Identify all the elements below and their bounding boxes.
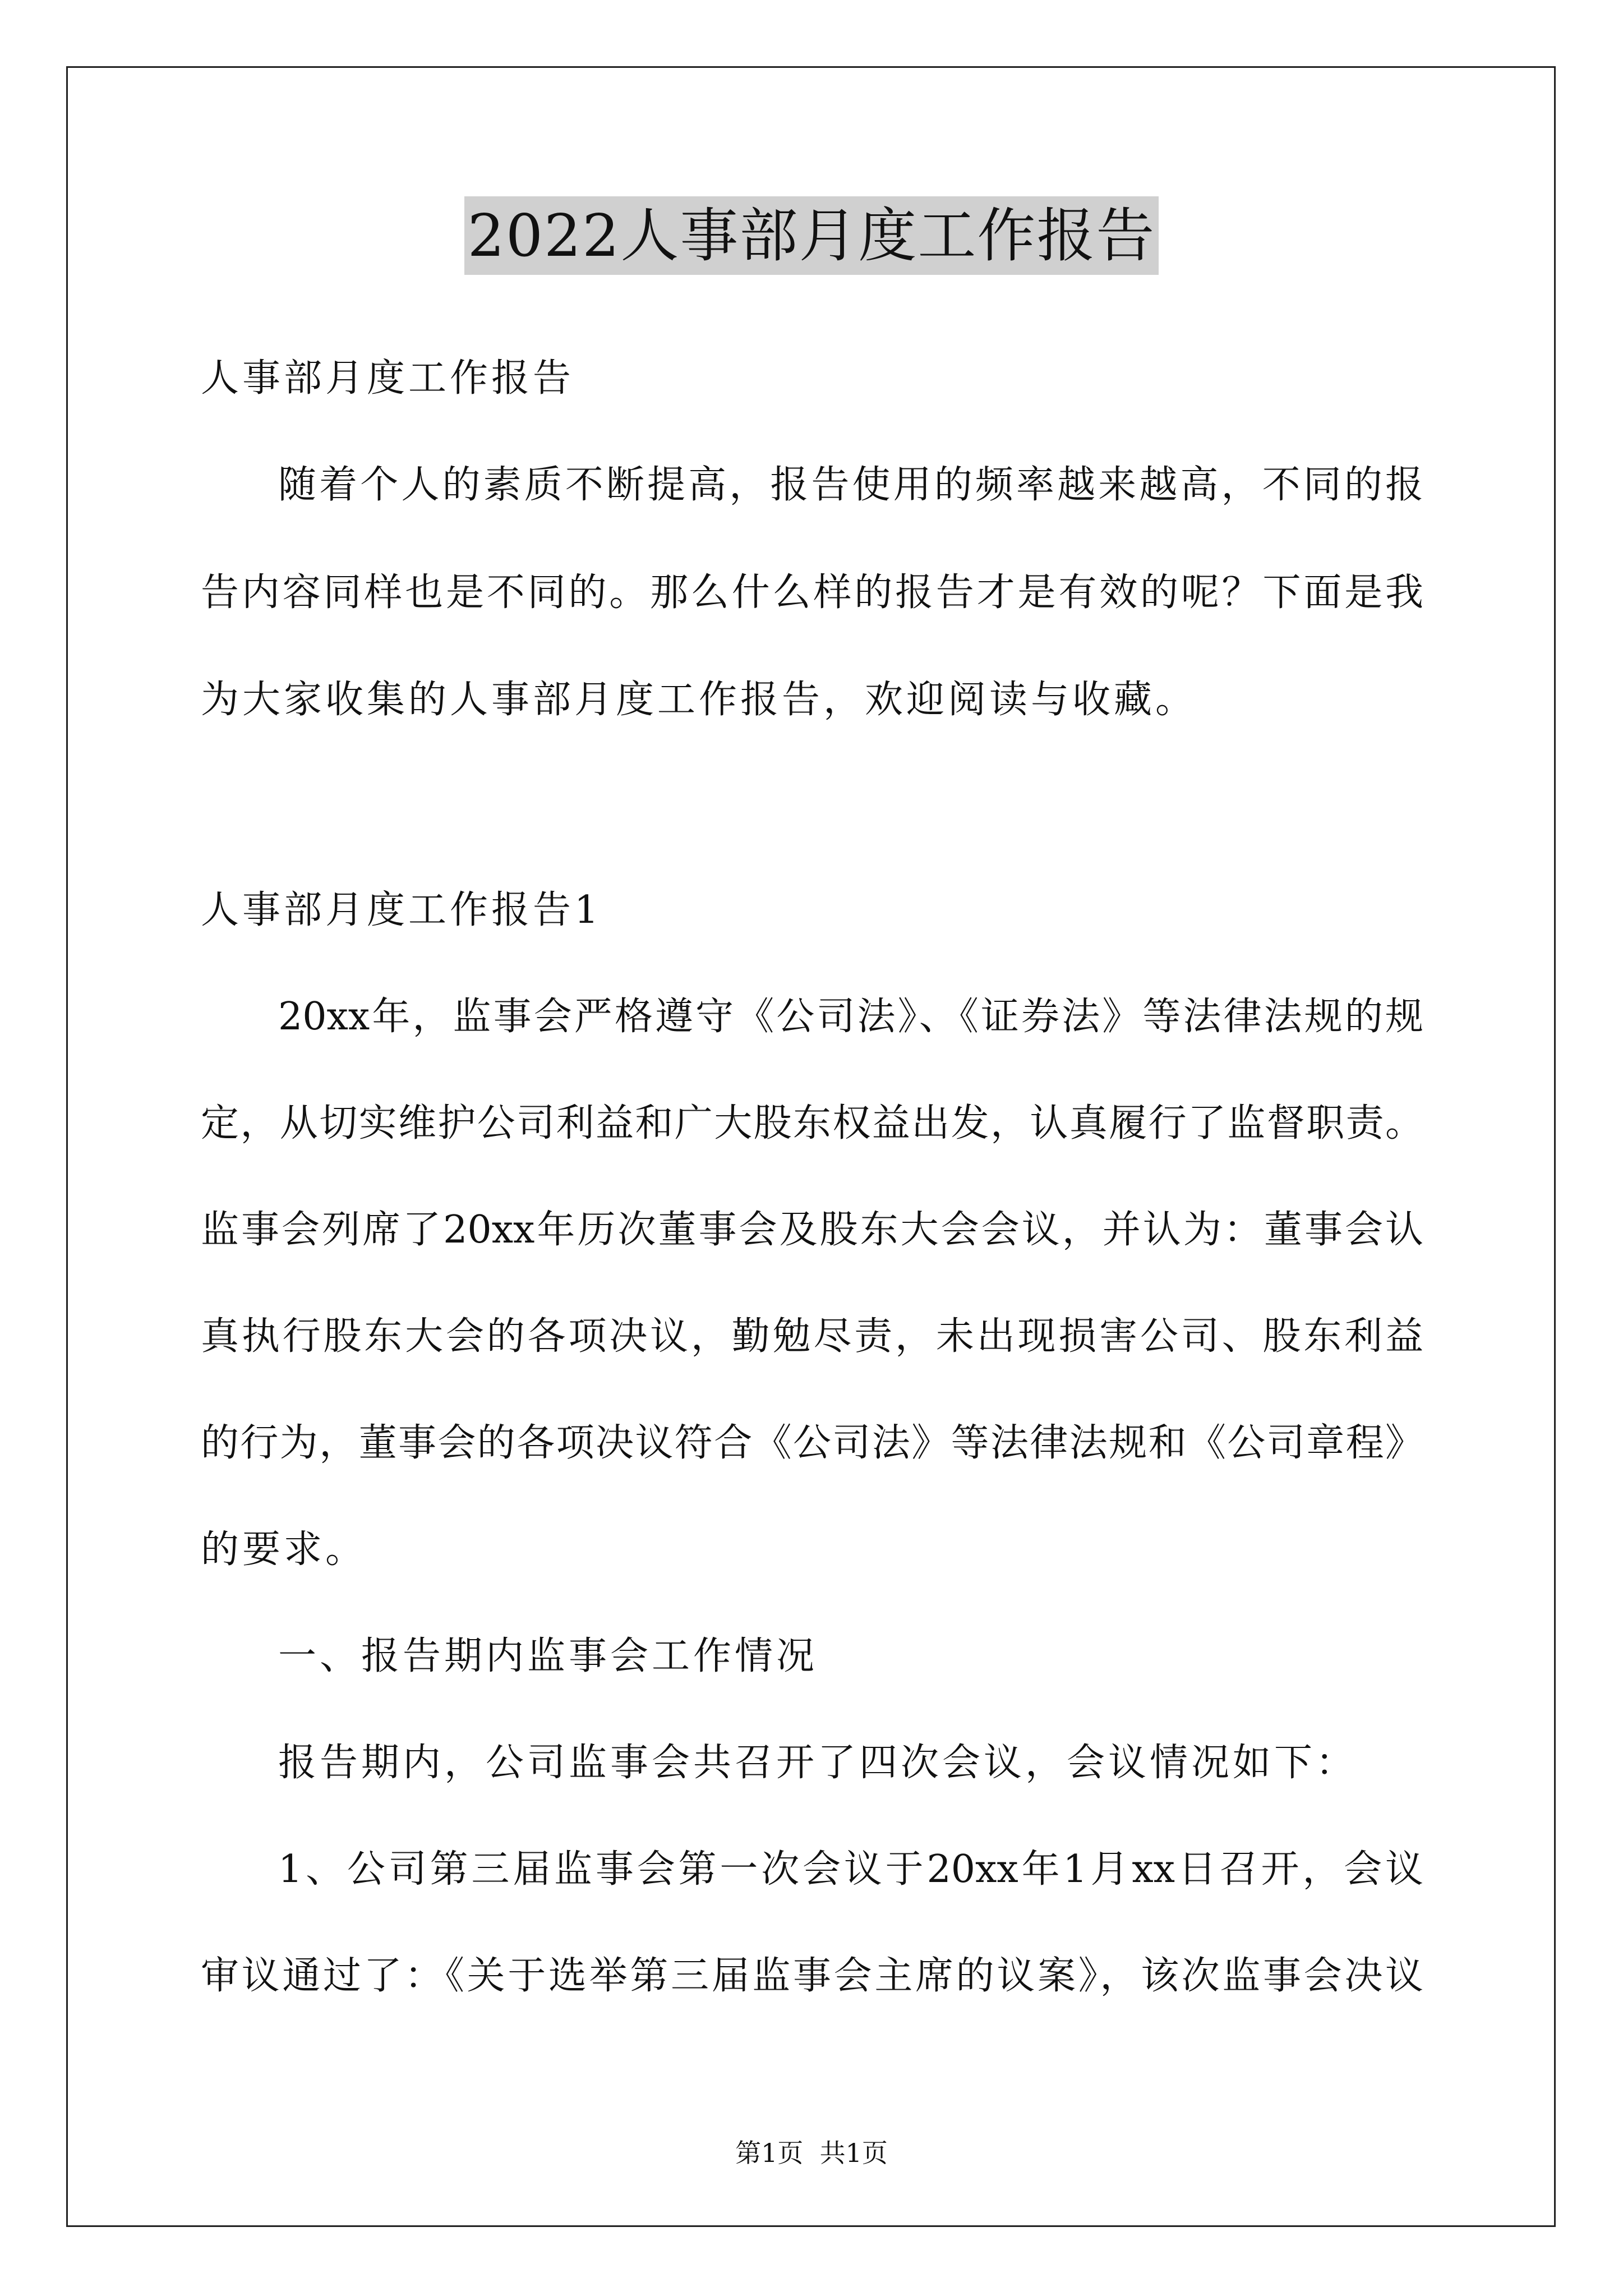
paragraph-line: 真执行股东大会的各项决议，勤勉尽责，未出现损害公司、股东利益	[201, 1314, 1423, 1359]
title-container	[0, 196, 1623, 275]
subsection-heading: 一、报告期内监事会工作情况	[278, 1634, 818, 1678]
section-heading-report-1: 人事部月度工作报告1	[201, 888, 602, 932]
paragraph-line: 的行为，董事会的各项决议符合《公司法》等法律法规和《公司章程》	[201, 1421, 1423, 1465]
page-footer: 第1页 共1页	[735, 2138, 888, 2168]
paragraph-line: 审议通过了：《关于选举第三届监事会主席的议案》，该次监事会决议	[201, 1954, 1423, 1998]
paragraph-line: 为大家收集的人事部月度工作报告，欢迎阅读与收藏。	[201, 678, 1197, 722]
paragraph-line: 告内容同样也是不同的。那么什么样的报告才是有效的呢？下面是我	[201, 570, 1423, 615]
paragraph-line: 的要求。	[201, 1527, 367, 1572]
paragraph-line: 定，从切实维护公司利益和广大股东权益出发，认真履行了监督职责。	[201, 1101, 1423, 1145]
document-title: 2022人事部月度工作报告	[464, 196, 1159, 275]
paragraph-line: 监事会列席了20xx年历次董事会及股东大会会议，并认为：董事会认	[201, 1208, 1423, 1252]
section-heading-intro: 人事部月度工作报告	[201, 356, 575, 401]
paragraph-line: 报告期内，公司监事会共召开了四次会议，会议情况如下：	[278, 1741, 1358, 1785]
paragraph-line: 20xx年，监事会严格遵守《公司法》、《证券法》等法律法规的规	[278, 995, 1423, 1039]
paragraph-line: 随着个人的素质不断提高，报告使用的频率越来越高，不同的报	[278, 463, 1423, 507]
paragraph-line: 1、公司第三届监事会第一次会议于20xx年1月xx日召开，会议	[278, 1847, 1423, 1892]
